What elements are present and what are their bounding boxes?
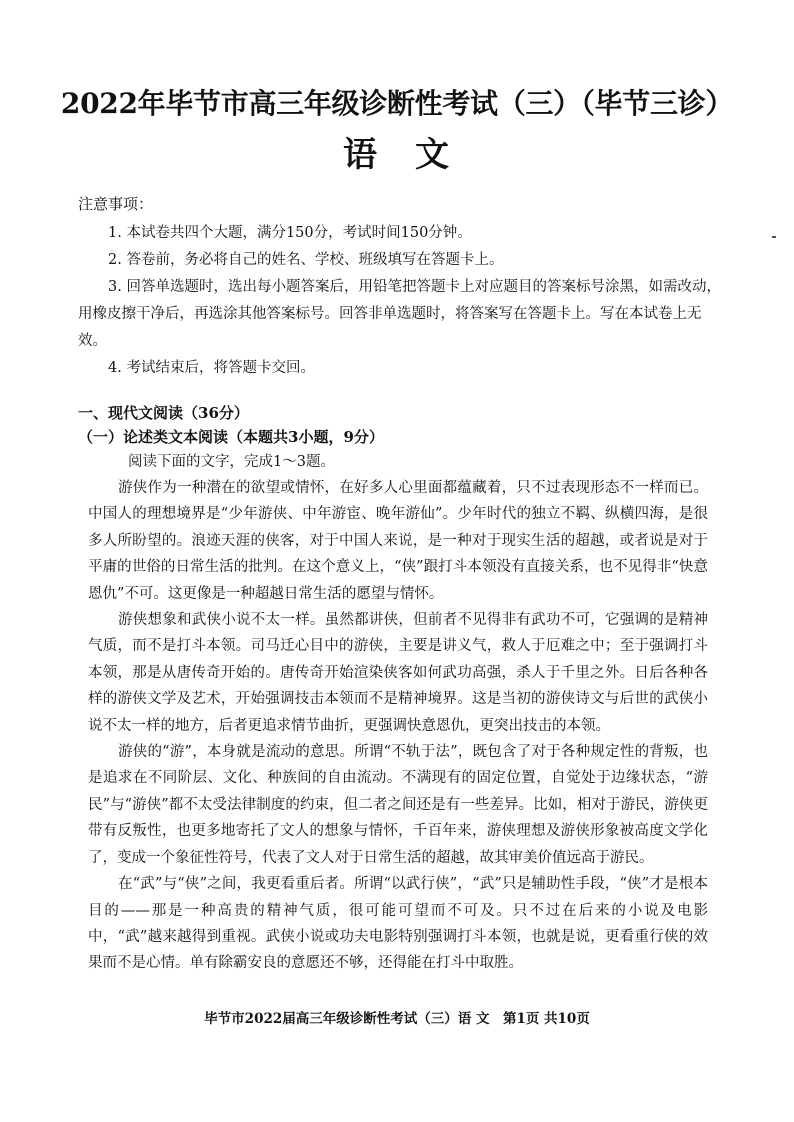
reading-passage: [88, 475, 708, 977]
scan-artifact: [772, 236, 776, 238]
sub-section-heading: （一）论述类文本阅读（本题共3小题，9分）: [78, 428, 384, 446]
notice-list: [78, 220, 728, 382]
section-heading: 一、现代文阅读（36分）: [78, 404, 249, 422]
exam-title: 2022年毕节市高三年级诊断性考试（三）（毕节三诊）: [60, 87, 734, 120]
page-footer: 毕节市2022届高三年级诊断性考试（三）语 文 第1页 共10页: [204, 1011, 590, 1027]
passage-paragraph: 游侠作为一种潜在的欲望或情怀，在好多人心里面都蕴藏着，只不过表现形态不一样而已。中国人的理想境界是“少年游侠、中年游宦、晚年游仙”。少年时代的独立不羁、纵横四海，是很多人所盼望的。浪迹天涯的侠客，对于中国人来说，是一种对于现实生活的超越，或者说是对于平庸的世俗的日常生活的批判。在这个意义上，“侠”跟打斗本领没有直接关系，也不见得非“快意恩仇”不可。这更像是一种超越日常生活的愿望与情怀。: [88, 480, 708, 602]
reading-instruction: 阅读下面的文字，完成1～3题。: [128, 454, 335, 470]
notice-item: 3. 回答单选题时，选出每小题答案后，用铅笔把答题卡上对应题目的答案标号涂黑，如需改动，用橡皮擦干净后，再选涂其他答案标号。回答非单选题时，将答案写在答题卡上。写在本试卷上无效。: [78, 279, 721, 349]
passage-paragraph: 在“武”与“侠”之间，我更看重后者。所谓“以武行侠”，“武”只是辅助性手段，“侠”才是根本目的——那是一种高贵的精神气质，很可能可望而不可及。只不过在后来的小说及电影中，“武”越来越得到重视。武侠小说或功夫电影特别强调打斗本领，也就是说，更看重行侠的效果而不是心情。单有除霸安良的意愿还不够，还得能在打斗中取胜。: [88, 876, 708, 972]
notice-heading: 注意事项：: [78, 195, 154, 213]
notice-item: 4. 考试结束后，将答题卡交回。: [108, 360, 315, 376]
notice-item: 1. 本试卷共四个大题，满分150分，考试时间150分钟。: [108, 225, 472, 241]
subject-title: 语 文: [343, 135, 451, 175]
passage-paragraph: 游侠的“游”，本身就是流动的意思。所谓“不轨于法”，既包含了对于各种规定性的背叛，也是追求在不同阶层、文化、种族间的自由流动。不满现有的固定位置，自觉处于边缘状态，“游民”与“游侠”都不太受法律制度的约束，但二者之间还是有一些差异。比如，相对于游民，游侠更带有反叛性，也更多地寄托了文人的想象与情怀，千百年来，游侠理想及游侠形象被高度文学化了，变成一个象征性符号，代表了文人对于日常生活的超越，故其审美价值远高于游民。: [88, 744, 708, 866]
passage-paragraph: 游侠想象和武侠小说不太一样。虽然都讲侠，但前者不见得非有武功不可，它强调的是精神气质，而不是打斗本领。司马迁心目中的游侠，主要是讲义气，救人于厄难之中；至于强调打斗本领，那是从唐传奇开始的。唐传奇开始渲染侠客如何武功高强，杀人于千里之外。日后各种各样的游侠文学及艺术，开始强调技击本领而不是精神境界。这是当初的游侠诗文与后世的武侠小说不太一样的地方，后者更追求情节曲折，更强调快意恩仇，更突出技击的本领。: [88, 612, 708, 734]
notice-item: 2. 答卷前，务必将自己的姓名、学校、班级填写在答题卡上。: [108, 252, 504, 268]
